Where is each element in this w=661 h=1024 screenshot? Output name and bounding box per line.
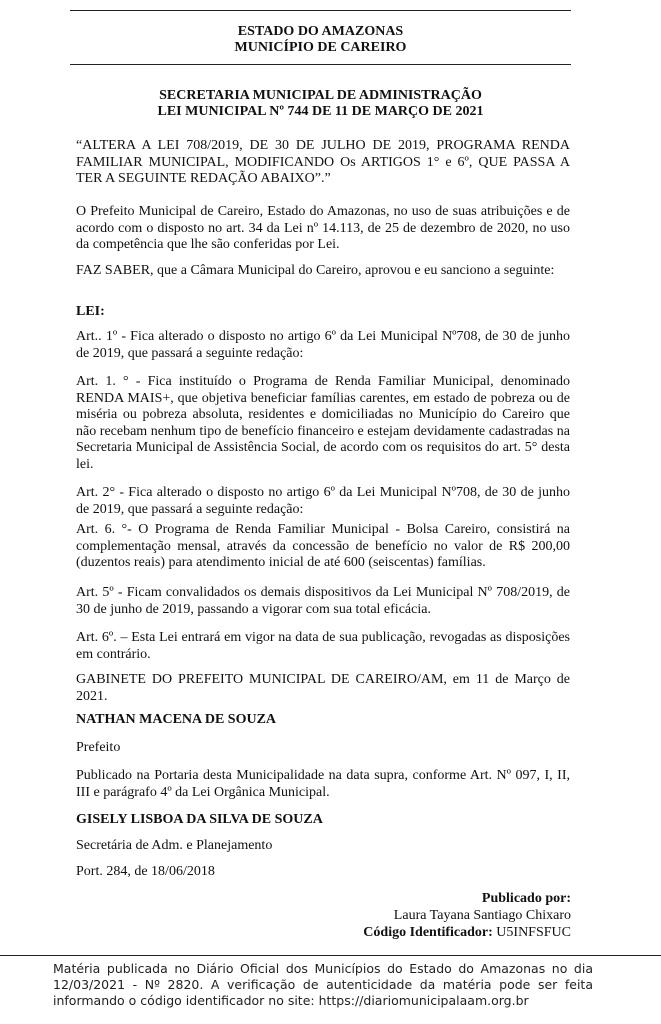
municipality-heading: MUNICÍPIO DE CAREIRO — [234, 40, 407, 55]
published-by-name: Laura Tayana Santiago Chixaro — [393, 908, 571, 923]
art6-text: Art. 6. °- O Programa de Renda Familiar Municipal - Bolsa Careiro, consistirá na complementação mensal, através da concessão de benefício no valor de R$ 200,00 (duzentos reais) para atendimento inicial de até 600 (seiscentas) famílias. — [76, 522, 570, 570]
signer1-name: NATHAN MACENA DE SOUZA — [76, 712, 277, 727]
preamble: O Prefeito Municipal de Careiro, Estado do Amazonas, no uso de suas atribuições e de acordo com o disposto no art. 34 da Lei nº 14.113, de 25 de dezembro de 2020, no uso da competência que lhe são conferidas por Lei. — [76, 204, 570, 252]
art2-intro: Art. 2° - Fica alterado o disposto no artigo 6º da Lei Municipal Nº708, de 30 de junho de 2019, que passará a seguinte redação: — [76, 485, 570, 517]
portaria-ref: Port. 284, de 18/06/2018 — [76, 864, 215, 879]
art6-vigor: Art. 6º. – Esta Lei entrará em vigor na data de sua publicação, revogadas as disposições em contrário. — [76, 630, 570, 662]
footer-note: Matéria publicada no Diário Oficial dos Municípios do Estado do Amazonas no dia 12/03/2021 - Nº 2820. A verificação de autenticidade da matéria pode ser feita informando o código identificador no site: https://diariomunicipalaam.org.br — [53, 961, 593, 1008]
art5: Art. 5º - Ficam convalidados os demais dispositivos da Lei Municipal Nº 708/2019, de 30 de junho de 2019, passando a vigorar com sua total eficácia. — [76, 585, 570, 617]
identifier-code: U5INFSFUC — [496, 925, 571, 940]
state-heading: ESTADO DO AMAZONAS — [237, 24, 404, 39]
gabinete: GABINETE DO PREFEITO MUNICIPAL DE CAREIRO/AM, em 11 de Março de 2021. — [76, 672, 570, 704]
lei-label: LEI: — [76, 304, 105, 319]
signer2-role: Secretária de Adm. e Planejamento — [76, 838, 273, 853]
identifier-label: Código Identificador: — [363, 925, 493, 940]
publicado-portaria: Publicado na Portaria desta Municipalidade na data supra, conforme Art. Nº 097, I, II, III e parágrafo 4º da Lei Orgânica Municipal. — [76, 768, 570, 800]
identifier-line — [300, 925, 571, 942]
top-rule — [70, 10, 571, 11]
signer1-role: Prefeito — [76, 740, 121, 755]
art1-text: Art. 1. ° - Fica instituído o Programa de Renda Familiar Municipal, denominado RENDA MAIS+, que objetiva beneficiar famílias carentes, em estado de pobreza ou de miséria ou pobreza absoluta, residentes e domiciliadas no Município do Careiro que não recebam nenhum tipo de benefício financeiro e estejam devidamente cadastradas na Secretaria Municipal de Assistência Social, de acordo com os requisitos do art. 5° desta lei. — [76, 374, 570, 472]
signer2-name: GISELY LISBOA DA SILVA DE SOUZA — [76, 812, 323, 827]
law-title: LEI MUNICIPAL Nº 744 DE 11 DE MARÇO DE 2021 — [157, 104, 484, 119]
header-rule — [70, 64, 571, 65]
footer-rule — [0, 955, 661, 956]
published-by-label: Publicado por: — [481, 891, 571, 906]
secretariat-title: SECRETARIA MUNICIPAL DE ADMINISTRAÇÃO — [159, 88, 482, 103]
faz-saber: FAZ SABER, que a Câmara Municipal do Careiro, aprovou e eu sanciono a seguinte: — [76, 263, 555, 278]
art1-intro: Art.. 1º - Fica alterado o disposto no artigo 6º da Lei Municipal Nº708, de 30 de junho de 2019, que passará a seguinte redação: — [76, 329, 570, 361]
ementa: “ALTERA A LEI 708/2019, DE 30 DE JULHO DE 2019, PROGRAMA RENDA FAMILIAR MUNICIPAL, MODIFICANDO Os ARTIGOS 1° e 6º, QUE PASSA A TER A SEGUINTE REDAÇÃO ABAIXO”.” — [76, 138, 570, 186]
